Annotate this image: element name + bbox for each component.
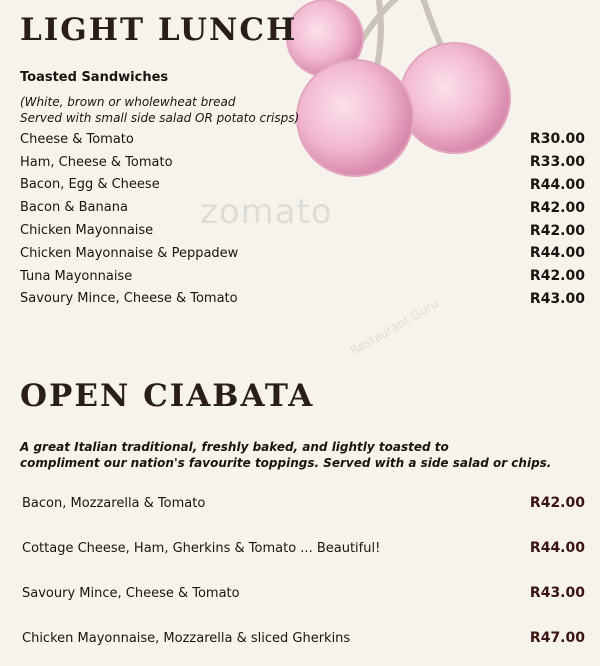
light-lunch-description-line2: Served with small side salad OR potato crisps) xyxy=(20,111,300,125)
item-name: Ham, Cheese & Tomato xyxy=(20,154,173,170)
light-lunch-description xyxy=(20,94,299,126)
open-ciabata-heading: OPEN CIABATA xyxy=(20,378,315,414)
item-price: R44.00 xyxy=(529,540,585,556)
open-ciabata-description xyxy=(20,439,551,471)
list-item xyxy=(22,495,585,511)
item-price: R30.00 xyxy=(529,131,585,148)
item-name: Chicken Mayonnaise, Mozzarella & sliced Gherkins xyxy=(22,630,351,646)
item-name: Savoury Mince, Cheese & Tomato xyxy=(22,585,240,601)
item-price: R42.00 xyxy=(529,199,585,216)
list-item xyxy=(20,288,585,311)
item-name: Bacon, Egg & Cheese xyxy=(20,177,160,193)
list-item xyxy=(20,219,585,242)
item-name: Chicken Mayonnaise & Peppadew xyxy=(20,245,239,261)
list-item xyxy=(22,630,585,646)
list-item xyxy=(20,151,585,174)
item-price: R43.00 xyxy=(529,290,585,307)
light-lunch-heading: LIGHT LUNCH xyxy=(20,12,298,48)
zomato-watermark: zomato xyxy=(200,192,333,232)
light-lunch-list xyxy=(20,128,585,310)
item-name: Cottage Cheese, Ham, Gherkins & Tomato ... Beautiful! xyxy=(22,540,381,556)
item-price: R42.00 xyxy=(529,495,585,511)
item-name: Bacon, Mozzarella & Tomato xyxy=(22,495,206,511)
open-ciabata-description-line1: A great Italian traditional, freshly baked, and lightly toasted to xyxy=(20,440,449,454)
item-price: R42.00 xyxy=(529,268,585,285)
item-price: R44.00 xyxy=(529,245,585,262)
list-item xyxy=(20,174,585,197)
list-item xyxy=(20,242,585,265)
list-item xyxy=(20,265,585,288)
open-ciabata-description-line2: compliment our nation's favourite toppings. Served with a side salad or chips. xyxy=(20,456,552,470)
item-price: R44.00 xyxy=(529,176,585,193)
restaurant-guru-watermark: Restaurant Guru xyxy=(348,296,441,358)
item-name: Chicken Mayonnaise xyxy=(20,223,154,239)
item-name: Bacon & Banana xyxy=(20,200,128,216)
item-name: Cheese & Tomato xyxy=(20,131,134,147)
list-item xyxy=(20,196,585,219)
item-price: R33.00 xyxy=(529,154,585,171)
item-price: R47.00 xyxy=(529,630,585,646)
list-item xyxy=(20,128,585,151)
item-price: R43.00 xyxy=(529,585,585,601)
item-name: Tuna Mayonnaise xyxy=(20,268,133,284)
list-item xyxy=(22,585,585,601)
list-item xyxy=(22,540,585,556)
item-name: Savoury Mince, Cheese & Tomato xyxy=(20,291,238,307)
toasted-sandwiches-subheading: Toasted Sandwiches xyxy=(20,70,169,85)
light-lunch-description-line1: (White, brown or wholewheat bread xyxy=(20,95,236,109)
item-price: R42.00 xyxy=(529,222,585,239)
